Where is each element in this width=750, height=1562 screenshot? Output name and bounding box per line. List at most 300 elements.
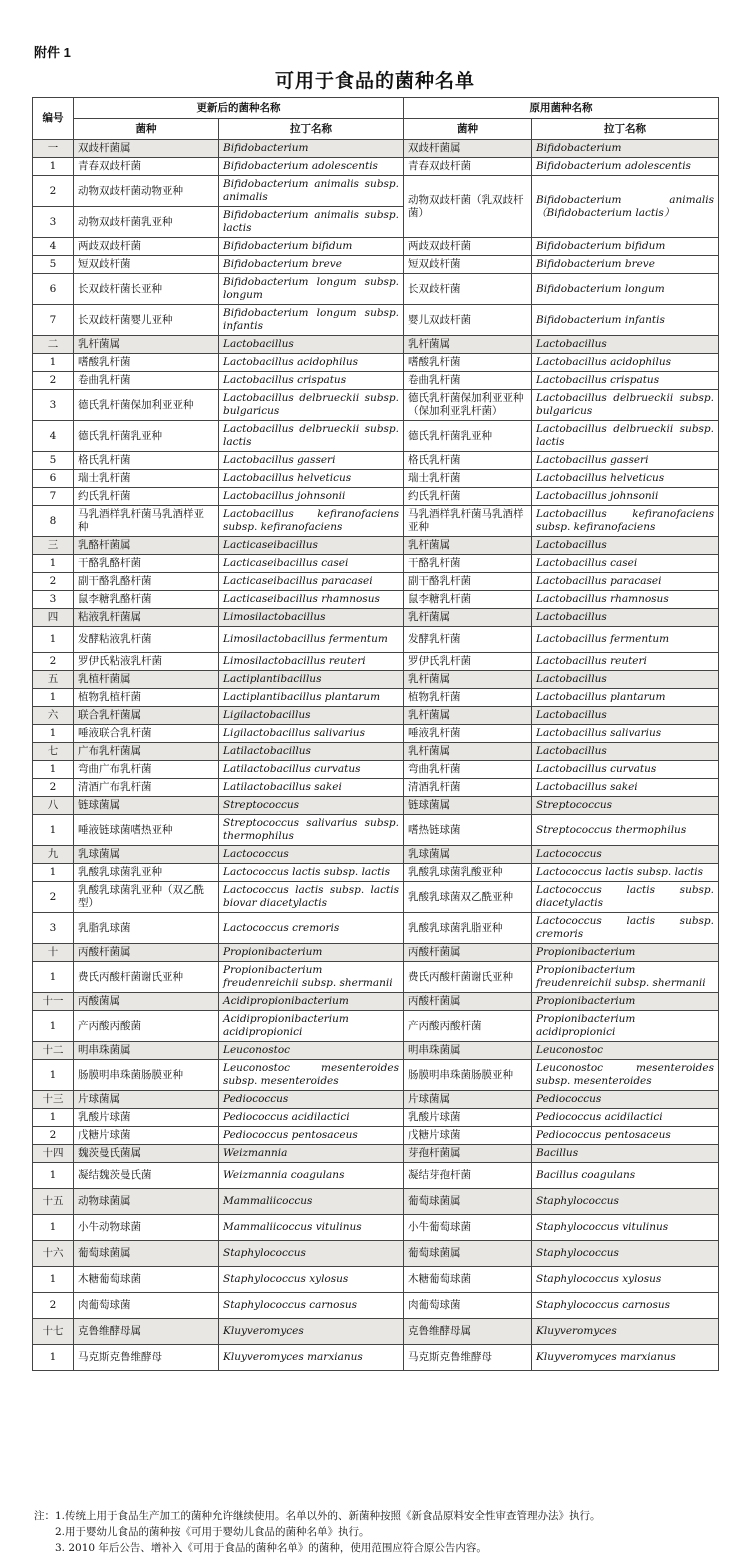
cell-latin-name: Latilactobacillus curvatus [219,761,404,779]
cell-original-latin-name: Propionibacterium [532,944,719,962]
cell-strain-name: 戊糖片球菌 [74,1127,219,1145]
table-row [33,274,719,305]
cell-latin-name: Lacticaseibacillus casei [219,555,404,573]
cell-original-strain-name: 小牛葡萄球菌 [404,1215,532,1241]
cell-strain-name: 广布乳杆菌属 [74,743,219,761]
footnote-3: 3. 2010 年后公告、增补入《可用于食品的菌种名单》的菌种，使用范围应符合原公告内容。 [55,1542,487,1554]
cell-strain-name: 费氏丙酸杆菌谢氏亚种 [74,962,219,993]
cell-number: 6 [33,470,74,488]
cell-original-latin-name: Lactobacillus rhamnosus [532,591,719,609]
table-row [33,158,719,176]
cell-strain-name: 鼠李糖乳酪杆菌 [74,591,219,609]
cell-number: 十三 [33,1091,74,1109]
genus-row [33,846,719,864]
cell-number: 1 [33,1109,74,1127]
cell-original-latin-name: Pediococcus pentosaceus [532,1127,719,1145]
cell-latin-name: Kluyveromyces [219,1319,404,1345]
cell-original-latin-name: Bifidobacterium adolescentis [532,158,719,176]
cell-number: 1 [33,555,74,573]
cell-latin-name: Lacticaseibacillus paracasei [219,573,404,591]
table-row [33,1011,719,1042]
cell-original-strain-name: 乳杆菌属 [404,671,532,689]
cell-original-strain-name: 鼠李糖乳杆菌 [404,591,532,609]
cell-number: 十二 [33,1042,74,1060]
cell-original-strain-name: 短双歧杆菌 [404,256,532,274]
cell-strain-name: 丙酸菌属 [74,993,219,1011]
cell-original-strain-name: 两歧双歧杆菌 [404,238,532,256]
cell-strain-name: 马乳酒样乳杆菌马乳酒样亚种 [74,506,219,537]
cell-original-latin-name: Lactococcus lactis subsp. cremoris [532,913,719,944]
cell-latin-name: Bifidobacterium [219,140,404,158]
cell-strain-name: 双歧杆菌属 [74,140,219,158]
cell-latin-name: Latilactobacillus [219,743,404,761]
cell-original-strain-name: 肠膜明串珠菌肠膜亚种 [404,1060,532,1091]
cell-strain-name: 克鲁维酵母属 [74,1319,219,1345]
cell-strain-name: 动物球菌属 [74,1189,219,1215]
table-row [33,962,719,993]
cell-original-latin-name: Lactobacillus gasseri [532,452,719,470]
genus-row [33,1145,719,1163]
cell-original-latin-name: Bifidobacterium breve [532,256,719,274]
cell-original-latin-name: Lactobacillus kefiranofaciens subsp. kefiranofaciens [532,506,719,537]
cell-strain-name: 小牛动物球菌 [74,1215,219,1241]
cell-latin-name: Pediococcus acidilactici [219,1109,404,1127]
cell-original-strain-name: 克鲁维酵母属 [404,1319,532,1345]
cell-number: 7 [33,305,74,336]
cell-number: 2 [33,653,74,671]
genus-row [33,797,719,815]
cell-latin-name: Lactobacillus delbrueckii subsp. bulgaricus [219,390,404,421]
genus-row [33,707,719,725]
cell-strain-name: 长双歧杆菌婴儿亚种 [74,305,219,336]
cell-latin-name: Staphylococcus [219,1241,404,1267]
strain-table [32,97,719,1371]
cell-number: 4 [33,421,74,452]
cell-original-strain-name: 婴儿双歧杆菌 [404,305,532,336]
cell-original-strain-name: 乳球菌属 [404,846,532,864]
cell-original-strain-name: 乳酸乳球菌双乙酰亚种 [404,882,532,913]
cell-latin-name: Lactobacillus acidophilus [219,354,404,372]
cell-original-strain-name: 戊糖片球菌 [404,1127,532,1145]
cell-original-strain-name: 乳酸乳球菌乳脂亚种 [404,913,532,944]
cell-original-strain-name: 乳杆菌属 [404,743,532,761]
cell-latin-name: Limosilactobacillus reuteri [219,653,404,671]
cell-strain-name: 两歧双歧杆菌 [74,238,219,256]
cell-number: 七 [33,743,74,761]
table-row [33,1127,719,1145]
cell-strain-name: 弯曲广布乳杆菌 [74,761,219,779]
cell-strain-name: 干酪乳酪杆菌 [74,555,219,573]
cell-number: 九 [33,846,74,864]
cell-latin-name: Latilactobacillus sakei [219,779,404,797]
cell-original-latin-name: Lactobacillus [532,537,719,555]
cell-number: 三 [33,537,74,555]
cell-original-latin-name: Staphylococcus xylosus [532,1267,719,1293]
cell-original-latin-name: Lactobacillus fermentum [532,627,719,653]
cell-latin-name: Lactococcus lactis subsp. lactis biovar diacetylactis [219,882,404,913]
cell-number: 1 [33,689,74,707]
cell-strain-name: 粘液乳杆菌属 [74,609,219,627]
cell-latin-name: Lactococcus lactis subsp. lactis [219,864,404,882]
cell-strain-name: 动物双歧杆菌乳亚种 [74,207,219,238]
cell-original-latin-name: Leuconostoc [532,1042,719,1060]
cell-number: 2 [33,573,74,591]
table-row [33,689,719,707]
cell-original-latin-name: Bacillus [532,1145,719,1163]
cell-number: 3 [33,913,74,944]
cell-original-strain-name: 动物双歧杆菌（乳双歧杆菌） [404,176,532,238]
cell-strain-name: 格氏乳杆菌 [74,452,219,470]
cell-original-strain-name: 德氏乳杆菌保加利亚亚种（保加利亚乳杆菌） [404,390,532,421]
cell-strain-name: 德氏乳杆菌乳亚种 [74,421,219,452]
cell-strain-name: 产丙酸丙酸菌 [74,1011,219,1042]
cell-strain-name: 肠膜明串珠菌肠膜亚种 [74,1060,219,1091]
cell-original-latin-name: Kluyveromyces [532,1319,719,1345]
table-row [33,555,719,573]
page-title: 可用于食品的菌种名单 [274,70,475,92]
genus-row [33,537,719,555]
table-row [33,779,719,797]
genus-row [33,743,719,761]
cell-latin-name: Lactobacillus gasseri [219,452,404,470]
cell-number: 2 [33,779,74,797]
cell-strain-name: 罗伊氏粘液乳杆菌 [74,653,219,671]
cell-strain-name: 青春双歧杆菌 [74,158,219,176]
cell-original-latin-name: Bifidobacterium infantis [532,305,719,336]
cell-original-strain-name: 葡萄球菌属 [404,1241,532,1267]
cell-number: 2 [33,372,74,390]
cell-original-latin-name: Lactobacillus [532,707,719,725]
cell-original-latin-name: Lactobacillus curvatus [532,761,719,779]
table-row [33,761,719,779]
cell-strain-name: 马克斯克鲁维酵母 [74,1345,219,1371]
table-row [33,1345,719,1371]
cell-original-latin-name: Lactobacillus [532,609,719,627]
cell-number: 十 [33,944,74,962]
cell-latin-name: Bifidobacterium animalis subsp. lactis [219,207,404,238]
cell-original-strain-name: 丙酸杆菌属 [404,993,532,1011]
cell-original-strain-name: 弯曲乳杆菌 [404,761,532,779]
cell-original-latin-name: Lactococcus lactis subsp. diacetylactis [532,882,719,913]
cell-number: 8 [33,506,74,537]
table-row [33,913,719,944]
cell-strain-name: 乳酸乳球菌乳亚种（双乙酰型） [74,882,219,913]
genus-row [33,1241,719,1267]
cell-original-latin-name: Bifidobacterium longum [532,274,719,305]
table-row [33,421,719,452]
cell-strain-name: 乳酪杆菌属 [74,537,219,555]
cell-original-strain-name: 马乳酒样乳杆菌马乳酒样亚种 [404,506,532,537]
table-row [33,882,719,913]
cell-number: 十六 [33,1241,74,1267]
cell-latin-name: Weizmannia coagulans [219,1163,404,1189]
cell-number: 6 [33,274,74,305]
cell-number: 2 [33,1127,74,1145]
cell-strain-name: 唾液联合乳杆菌 [74,725,219,743]
table-row [33,1267,719,1293]
cell-original-strain-name: 嗜热链球菌 [404,815,532,846]
cell-number: 1 [33,354,74,372]
cell-number: 二 [33,336,74,354]
cell-original-latin-name: Lactobacillus plantarum [532,689,719,707]
cell-latin-name: Propionibacterium [219,944,404,962]
cell-latin-name: Lactobacillus helveticus [219,470,404,488]
cell-original-strain-name: 双歧杆菌属 [404,140,532,158]
cell-number: 1 [33,158,74,176]
cell-latin-name: Lactiplantibacillus [219,671,404,689]
cell-original-latin-name: Lactobacillus paracasei [532,573,719,591]
table-row [33,864,719,882]
cell-number: 3 [33,591,74,609]
table-row [33,591,719,609]
cell-latin-name: Lacticaseibacillus [219,537,404,555]
cell-number: 1 [33,962,74,993]
cell-original-strain-name: 青春双歧杆菌 [404,158,532,176]
cell-original-latin-name: Bifidobacterium bifidum [532,238,719,256]
cell-number: 1 [33,864,74,882]
genus-row [33,1042,719,1060]
cell-number: 2 [33,176,74,207]
cell-latin-name: Bifidobacterium breve [219,256,404,274]
cell-number: 1 [33,1163,74,1189]
cell-number: 十五 [33,1189,74,1215]
header-original: 原用菌种名称 [404,98,719,119]
cell-original-latin-name: Bifidobacterium animalis （Bifidobacterium lactis） [532,176,719,238]
cell-original-strain-name: 丙酸杆菌属 [404,944,532,962]
cell-original-latin-name: Lactobacillus [532,743,719,761]
cell-original-strain-name: 瑞士乳杆菌 [404,470,532,488]
cell-number: 十一 [33,993,74,1011]
genus-row [33,609,719,627]
cell-strain-name: 长双歧杆菌长亚种 [74,274,219,305]
cell-latin-name: Lactobacillus kefiranofaciens subsp. kefiranofaciens [219,506,404,537]
table-row [33,256,719,274]
cell-original-latin-name: Lactococcus [532,846,719,864]
table-row [33,1060,719,1091]
header-original-latin: 拉丁名称 [532,119,719,140]
cell-strain-name: 卷曲乳杆菌 [74,372,219,390]
cell-original-strain-name: 植物乳杆菌 [404,689,532,707]
cell-original-strain-name: 马克斯克鲁维酵母 [404,1345,532,1371]
cell-original-latin-name: Pediococcus [532,1091,719,1109]
footnotes [34,1508,601,1556]
genus-row [33,1319,719,1345]
table-row [33,1293,719,1319]
cell-original-latin-name: Kluyveromyces marxianus [532,1345,719,1371]
genus-row [33,671,719,689]
cell-latin-name: Lactobacillus [219,336,404,354]
cell-original-latin-name: Lactobacillus salivarius [532,725,719,743]
table-row [33,1163,719,1189]
cell-number: 1 [33,627,74,653]
cell-original-latin-name: Staphylococcus [532,1241,719,1267]
table-row [33,238,719,256]
cell-original-strain-name: 片球菌属 [404,1091,532,1109]
table-row [33,725,719,743]
cell-latin-name: Mammaliicoccus [219,1189,404,1215]
cell-original-strain-name: 干酪乳杆菌 [404,555,532,573]
cell-original-strain-name: 乳杆菌属 [404,609,532,627]
cell-original-latin-name: Propionibacterium freudenreichii subsp. shermanii [532,962,719,993]
cell-original-strain-name: 木糖葡萄球菌 [404,1267,532,1293]
header-updated: 更新后的菌种名称 [74,98,404,119]
cell-number: 1 [33,1060,74,1091]
cell-latin-name: Bifidobacterium longum subsp. longum [219,274,404,305]
table-row [33,573,719,591]
cell-original-latin-name: Pediococcus acidilactici [532,1109,719,1127]
cell-original-latin-name: Propionibacterium acidipropionici [532,1011,719,1042]
cell-original-strain-name: 芽孢杆菌属 [404,1145,532,1163]
cell-strain-name: 清酒广布乳杆菌 [74,779,219,797]
genus-row [33,140,719,158]
cell-original-strain-name: 乳酸片球菌 [404,1109,532,1127]
footnote-2: 2.用于婴幼儿食品的菌种按《可用于婴幼儿食品的菌种名单》执行。 [55,1526,370,1538]
cell-latin-name: Acidipropionibacterium acidipropionici [219,1011,404,1042]
cell-original-latin-name: Propionibacterium [532,993,719,1011]
cell-original-strain-name: 唾液乳杆菌 [404,725,532,743]
cell-strain-name: 乳球菌属 [74,846,219,864]
cell-original-strain-name: 乳酸乳球菌乳酸亚种 [404,864,532,882]
cell-strain-name: 唾液链球菌嗜热亚种 [74,815,219,846]
table-row [33,354,719,372]
cell-original-strain-name: 乳杆菌属 [404,537,532,555]
cell-strain-name: 副干酪乳酪杆菌 [74,573,219,591]
cell-original-strain-name: 罗伊氏乳杆菌 [404,653,532,671]
cell-strain-name: 嗜酸乳杆菌 [74,354,219,372]
cell-strain-name: 木糖葡萄球菌 [74,1267,219,1293]
cell-latin-name: Limosilactobacillus [219,609,404,627]
cell-strain-name: 葡萄球菌属 [74,1241,219,1267]
cell-original-strain-name: 格氏乳杆菌 [404,452,532,470]
cell-latin-name: Propionibacterium freudenreichii subsp. shermanii [219,962,404,993]
table-row [33,1215,719,1241]
cell-number: 5 [33,452,74,470]
table-row [33,305,719,336]
cell-latin-name: Acidipropionibacterium [219,993,404,1011]
cell-latin-name: Lactococcus cremoris [219,913,404,944]
cell-strain-name: 动物双歧杆菌动物亚种 [74,176,219,207]
cell-original-latin-name: Lactobacillus casei [532,555,719,573]
header-no: 编号 [33,98,74,140]
cell-latin-name: Weizmannia [219,1145,404,1163]
cell-strain-name: 德氏乳杆菌保加利亚亚种 [74,390,219,421]
cell-original-latin-name: Bacillus coagulans [532,1163,719,1189]
table-row [33,176,719,207]
cell-latin-name: Streptococcus salivarius subsp. thermophilus [219,815,404,846]
cell-original-latin-name: Staphylococcus carnosus [532,1293,719,1319]
cell-latin-name: Bifidobacterium animalis subsp. animalis [219,176,404,207]
cell-original-strain-name: 发酵乳杆菌 [404,627,532,653]
cell-original-latin-name: Lactobacillus [532,336,719,354]
cell-number: 1 [33,1215,74,1241]
cell-number: 1 [33,1011,74,1042]
cell-original-latin-name: Lactobacillus johnsonii [532,488,719,506]
cell-original-strain-name: 葡萄球菌属 [404,1189,532,1215]
cell-original-latin-name: Lactobacillus reuteri [532,653,719,671]
cell-number: 一 [33,140,74,158]
cell-latin-name: Lactobacillus delbrueckii subsp. lactis [219,421,404,452]
cell-number: 1 [33,1267,74,1293]
cell-original-latin-name: Lactobacillus crispatus [532,372,719,390]
cell-original-strain-name: 费氏丙酸杆菌谢氏亚种 [404,962,532,993]
cell-number: 5 [33,256,74,274]
genus-row [33,944,719,962]
table-row [33,506,719,537]
table-row [33,452,719,470]
cell-number: 1 [33,725,74,743]
cell-strain-name: 乳杆菌属 [74,336,219,354]
cell-strain-name: 肉葡萄球菌 [74,1293,219,1319]
cell-latin-name: Streptococcus [219,797,404,815]
cell-original-latin-name: Lactobacillus helveticus [532,470,719,488]
cell-original-strain-name: 德氏乳杆菌乳亚种 [404,421,532,452]
cell-latin-name: Lactobacillus johnsonii [219,488,404,506]
cell-strain-name: 乳脂乳球菌 [74,913,219,944]
cell-latin-name: Bifidobacterium bifidum [219,238,404,256]
cell-latin-name: Kluyveromyces marxianus [219,1345,404,1371]
cell-number: 7 [33,488,74,506]
table-row [33,1109,719,1127]
cell-original-latin-name: Staphylococcus vitulinus [532,1215,719,1241]
cell-strain-name: 联合乳杆菌属 [74,707,219,725]
cell-number: 3 [33,207,74,238]
cell-original-latin-name: Lactobacillus sakei [532,779,719,797]
cell-original-latin-name: Lactobacillus delbrueckii subsp. lactis [532,421,719,452]
cell-original-strain-name: 嗜酸乳杆菌 [404,354,532,372]
cell-original-strain-name: 乳杆菌属 [404,336,532,354]
cell-original-latin-name: Leuconostoc mesenteroides subsp. mesenteroides [532,1060,719,1091]
cell-original-strain-name: 副干酪乳杆菌 [404,573,532,591]
cell-latin-name: Bifidobacterium longum subsp. infantis [219,305,404,336]
cell-latin-name: Staphylococcus carnosus [219,1293,404,1319]
cell-number: 2 [33,882,74,913]
cell-latin-name: Bifidobacterium adolescentis [219,158,404,176]
genus-row [33,1091,719,1109]
genus-row [33,1189,719,1215]
cell-strain-name: 魏茨曼氏菌属 [74,1145,219,1163]
cell-original-strain-name: 链球菌属 [404,797,532,815]
cell-latin-name: Lactiplantibacillus plantarum [219,689,404,707]
cell-latin-name: Leuconostoc [219,1042,404,1060]
cell-latin-name: Lactococcus [219,846,404,864]
cell-latin-name: Pediococcus [219,1091,404,1109]
cell-latin-name: Pediococcus pentosaceus [219,1127,404,1145]
cell-strain-name: 凝结魏茨曼氏菌 [74,1163,219,1189]
cell-strain-name: 乳酸乳球菌乳亚种 [74,864,219,882]
cell-original-latin-name: Lactobacillus acidophilus [532,354,719,372]
cell-original-latin-name: Streptococcus [532,797,719,815]
cell-number: 四 [33,609,74,627]
cell-original-latin-name: Lactobacillus delbrueckii subsp. bulgaricus [532,390,719,421]
table-row [33,815,719,846]
cell-original-latin-name: Staphylococcus [532,1189,719,1215]
cell-number: 1 [33,761,74,779]
cell-latin-name: Lactobacillus crispatus [219,372,404,390]
table-body [33,140,719,1371]
cell-original-strain-name: 卷曲乳杆菌 [404,372,532,390]
cell-strain-name: 植物乳植杆菌 [74,689,219,707]
cell-original-strain-name: 长双歧杆菌 [404,274,532,305]
cell-original-latin-name: Lactobacillus [532,671,719,689]
cell-latin-name: Limosilactobacillus fermentum [219,627,404,653]
table-row [33,372,719,390]
header-original-strain: 菌种 [404,119,532,140]
cell-number: 1 [33,815,74,846]
cell-original-strain-name: 约氏乳杆菌 [404,488,532,506]
cell-strain-name: 明串珠菌属 [74,1042,219,1060]
cell-original-latin-name: Lactococcus lactis subsp. lactis [532,864,719,882]
cell-latin-name: Ligilactobacillus salivarius [219,725,404,743]
